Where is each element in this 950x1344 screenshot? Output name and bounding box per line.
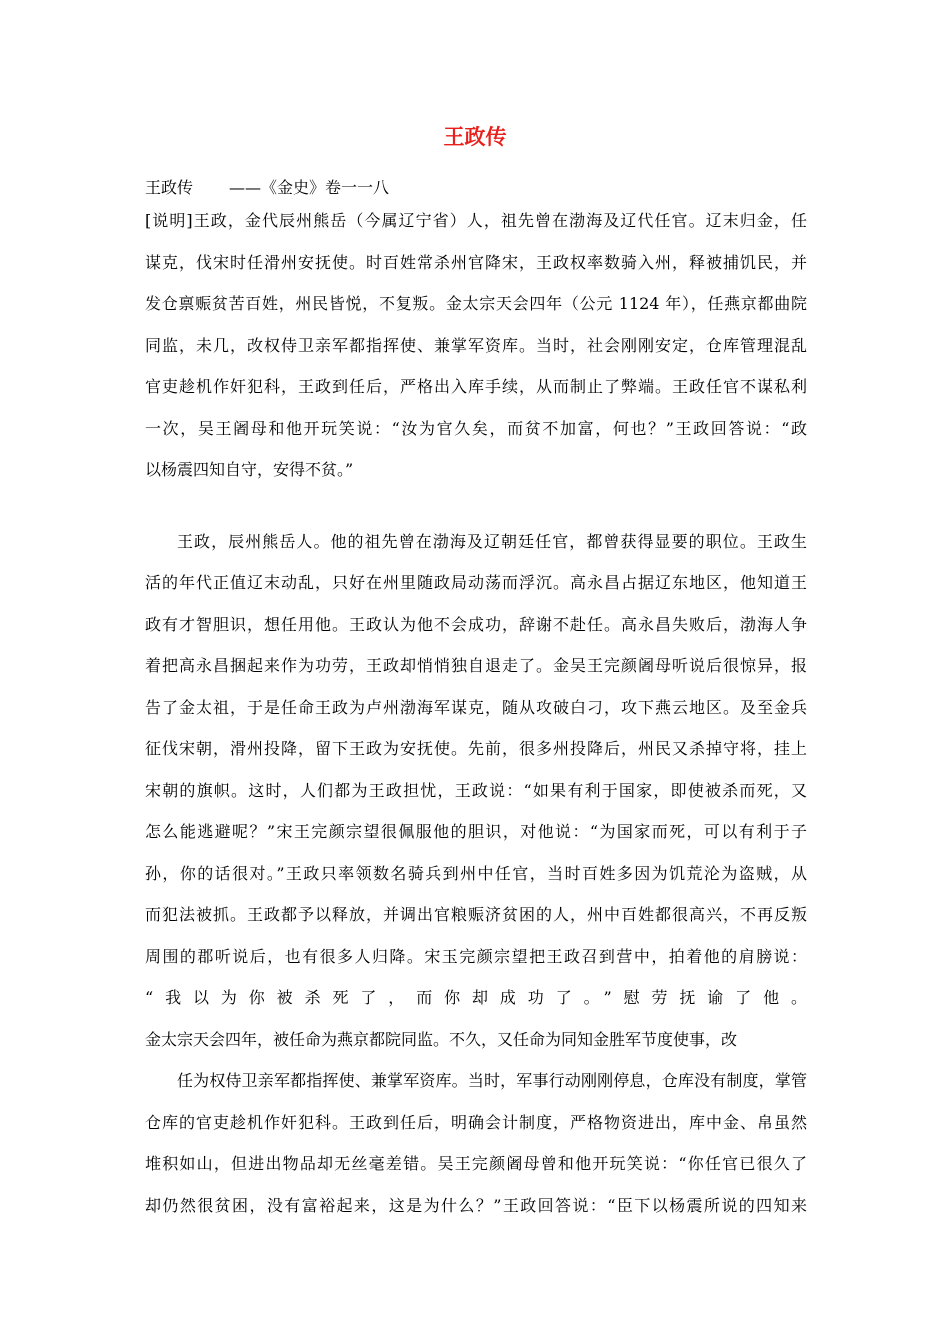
text-line: 同监，未几，改权侍卫亲军都指挥使、兼掌军资库。当时，社会刚刚安定，仓库管理混乱: [145, 336, 807, 355]
document-subtitle: [145, 176, 389, 200]
text-line: 而犯法被抓。王政都予以释放，并调出官粮赈济贫困的人，州中百姓都很高兴，不再反叛: [145, 905, 807, 924]
text-line: 发仓禀赈贫苦百姓，州民皆悦，不复叛。金太宗天会四年（公元 1124 年），任燕京都曲院: [145, 294, 807, 313]
text-line: 怎么能逃避呢？”宋王完颜宗望很佩服他的胆识，对他说：“为国家而死，可以有利于子: [145, 822, 807, 841]
text-line: “我以为你被杀死了，而你却成功了。”慰劳抚谕了他。: [145, 988, 807, 1007]
text-line: 谋克，伐宋时任滑州安抚使。时百姓常杀州官降宋，王政权率数骑入州，释被捕饥民，并: [145, 253, 807, 272]
text-line: 宋朝的旗帜。这时，人们都为王政担忧，王政说：“如果有利于国家，即使被杀而死，又: [145, 781, 807, 800]
text-line: 堆积如山，但进出物品却无丝毫差错。吴王完颜阇母曾和他开玩笑说：“你任官已很久了: [145, 1154, 807, 1173]
text-line: 着把高永昌捆起来作为功劳，王政却悄悄独自退走了。金吴王完颜阇母听说后很惊异，报: [145, 656, 807, 675]
subtitle-name: 王政传: [145, 178, 194, 197]
text-line: 任为权侍卫亲军都指挥使、兼掌军资库。当时，军事行动刚刚停息，仓库没有制度，掌管: [177, 1071, 807, 1090]
text-line: 政有才智胆识，想任用他。王政认为他不会成功，辞谢不赴任。高永昌失败后，渤海人争: [145, 615, 807, 634]
text-line: 却仍然很贫困，没有富裕起来，这是为什么？”王政回答说：“臣下以杨震所说的四知来: [145, 1196, 807, 1215]
text-line: 一次，吴王阇母和他开玩笑说：“汝为官久矣，而贫不加富，何也？”王政回答说：“政: [145, 419, 807, 438]
text-line: [说明]王政，金代辰州熊岳（今属辽宁省）人，祖先曾在渤海及辽代任官。辽末归金，任: [145, 211, 807, 230]
text-line: 以杨震四知自守，安得不贫。”: [145, 460, 354, 479]
text-line: 孙，你的话很对。”王政只率领数名骑兵到州中任官，当时百姓多因为饥荒沦为盗贼，从: [145, 864, 807, 883]
text-line: 周围的郡听说后，也有很多人归降。宋玉完颜宗望把王政召到营中，拍着他的肩膀说：: [145, 947, 807, 966]
document-title: 王政传: [443, 125, 507, 149]
text-line: 活的年代正值辽末动乱，只好在州里随政局动荡而浮沉。高永昌占据辽东地区，他知道王: [145, 573, 807, 592]
text-line: 王政，辰州熊岳人。他的祖先曾在渤海及辽朝廷任官，都曾获得显要的职位。王政生: [177, 532, 807, 551]
text-line: 告了金太祖，于是任命王政为卢州渤海军谋克，随从攻破白刁，攻下燕云地区。及至金兵: [145, 698, 807, 717]
text-line: 征伐宋朝，滑州投降，留下王政为安抚使。先前，很多州投降后，州民又杀掉守将，挂上: [145, 739, 807, 758]
text-line: 仓库的官吏趁机作奸犯科。王政到任后，明确会计制度，严格物资进出，库中金、帛虽然: [145, 1113, 807, 1132]
text-line: 金太宗天会四年，被任命为燕京都院同监。不久，又任命为同知金胜军节度使事，改: [145, 1030, 738, 1049]
text-line: 官吏趁机作奸犯科，王政到任后，严格出入库手续，从而制止了弊端。王政任官不谋私利: [145, 377, 807, 396]
subtitle-source: ——《金史》卷一一八: [229, 178, 390, 197]
